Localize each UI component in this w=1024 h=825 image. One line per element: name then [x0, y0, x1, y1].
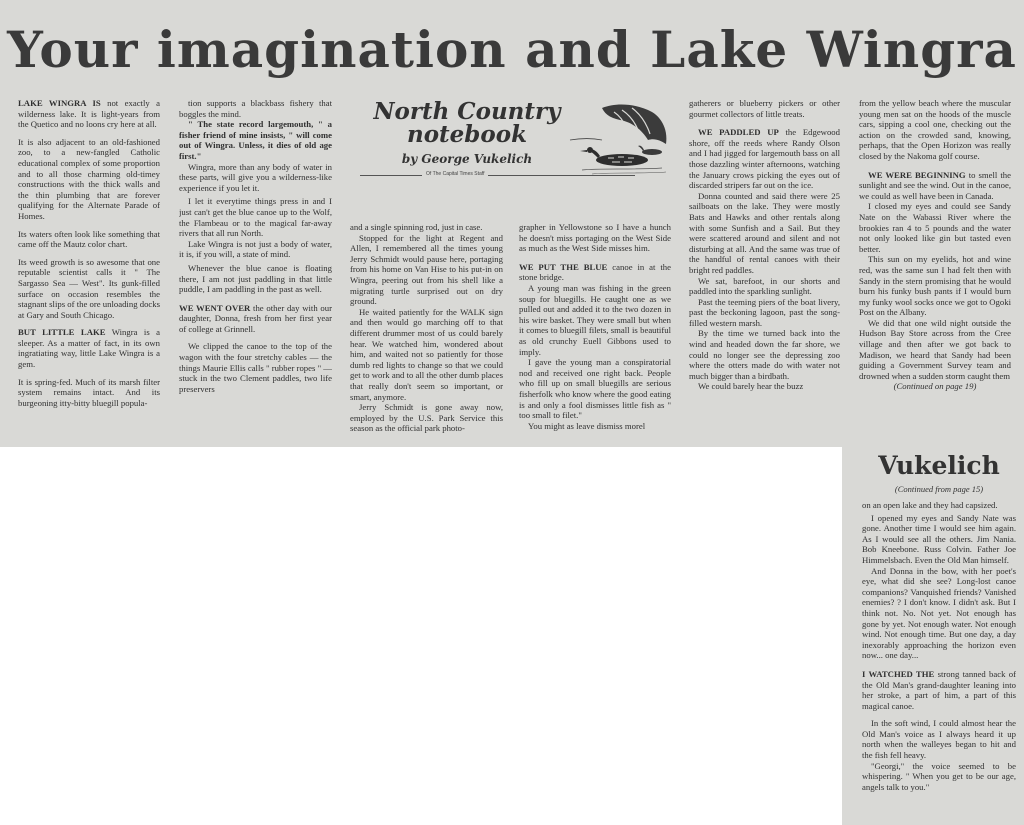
- paragraph: In the soft wind, I could almost hear the Old Man's voice as I always heard it up north when the walleyes began to hit and the fish fell heavy.: [862, 718, 1016, 761]
- continued-from-jump: (Continued from page 15): [894, 484, 984, 494]
- column-5: [689, 98, 840, 443]
- paragraph-text: strong tanned back of the Old Man's grand-daughter leaning into her stroke, a part of him, a part of this magical canoe.: [862, 668, 1016, 711]
- paragraph: He waited patiently for the WALK sign and then would go marching off to that different drummer most of us could barely hear. We watched him, wondered about him, and waited not so patiently for those dumb red lights to change so that we could get to work and to all the other dumb places that really don't seem so important, or smart, anymore.: [350, 306, 503, 402]
- paragraph: [862, 669, 1016, 711]
- lead-in: BUT LITTLE LAKE: [18, 327, 106, 338]
- jump-headline: Vukelich: [878, 451, 1000, 480]
- paragraph: [859, 170, 1011, 202]
- column-2: [179, 98, 332, 443]
- paragraph: We did that one wild night outside the Hudson Bay Store across from the Cree village and then after we got back to Madison, we heard that Sandy had been guiding a Government Survey team and drowned when a sudden storm caught them: [859, 317, 1011, 381]
- paragraph: Lake Wingra is not just a body of water, it is, if you will, a state of mind.: [179, 238, 332, 260]
- lead-in: WE WENT OVER: [179, 302, 251, 313]
- paragraph: grapher in Yellowstone so I have a hunch he doesn't miss portaging on the West Side as much as the West Side misses him.: [519, 222, 671, 254]
- paragraph-text: the Edgewood shore, off the reeds where Randy Olson and I had jigged for largemouth bass on all those dazzling winter afternoons, watching the January crows picking the eyes out of discarded stripers far out on the ice.: [689, 127, 840, 191]
- lead-in: LAKE WINGRA IS: [18, 98, 101, 108]
- paragraph: We sat, barefoot, in our shorts and paddled into the sparkling sunlight.: [689, 275, 840, 297]
- paragraph-text: the other day with our daughter, Donna, fresh from her first year of college at Grinnell.: [179, 302, 332, 334]
- paragraph: I opened my eyes and Sandy Nate was gone. Another time I would see him again. As I would see all the others. Jim Nania. Bob Kneebone. Russ Colvin. Father Joe Himmelsbach. Even the Old Man himself.: [862, 512, 1016, 565]
- paragraph: from the yellow beach where the muscular young men sat on the hoods of the muscle cars, sipping a cool one, checking out the action on the crowded sand, knowing, perhaps, that the Open Horizon was really closed by the Nakoma golf course.: [859, 98, 1011, 161]
- paragraph-text: to smell the sunlight and see the wind. Out in the canoe, we could as well have been in Canada.: [859, 169, 1011, 201]
- paragraph: gatherers or blueberry pickers or other gourmet collectors of little treats.: [689, 98, 840, 119]
- column-4: [519, 222, 671, 444]
- paragraph: It is also adjacent to an old-fashioned zoo, to a new-fangled Catholic educational complex of some proportion and to all those charming old-timey constructions with the thick walls and the thin plumbing that are forever qualifying for the Alternate Parade of Homes.: [18, 136, 160, 221]
- paragraph: Its waters often look like something that came off the Mautz color chart.: [18, 228, 160, 250]
- paragraph: [18, 98, 160, 130]
- paragraph: [179, 119, 332, 161]
- notebook-title: North Country notebook: [373, 98, 561, 148]
- paragraph: [18, 327, 160, 369]
- paragraph: Stopped for the light at Regent and Allen, I remembered all the times young Jerry Schmidt would pause here, portaging from his home on Van Hise to his put-in on Wingra, peering out from his shell like a migrating turtle surprised out on dry ground.: [350, 232, 503, 307]
- paragraph: You might as leave dismiss morel: [528, 420, 646, 431]
- paragraph: "Georgi," the voice seemed to be whispering. " When you get to be our age, angels talk to you.": [862, 760, 1016, 792]
- paragraph: I closed my eyes and could see Sandy Nate on the Wabassi River where the brookies ran 4 to 5 pounds and the water not only looked like gin but tasted even better.: [859, 201, 1011, 254]
- lead-in: WE PUT THE BLUE: [519, 261, 608, 272]
- paragraph-text: canoe in at the stone bridge.: [519, 261, 671, 283]
- paragraph: Jerry Schmidt is gone away now, employed by the U.S. Park Service this season as the official park photo-: [350, 402, 503, 434]
- paragraph: Whenever the blue canoe is floating there, I am not just paddling in that little puddle, I am paddling in the past as well.: [179, 262, 332, 295]
- column-continuation: [862, 500, 1016, 820]
- paragraph: A young man was fishing in the green soup for bluegills. He caught one as we pulled out and added it to the two dozen in his wire basket. They were small but when it comes to bluegill filets, small is beautiful as old crunchy Euell Gibbons used to imply.: [519, 282, 671, 357]
- paragraph: I gave the young man a conspiratorial nod and received one right back. People who fill up on small bluegills are serious fisherfolk who know where the good eating is and only a fool dismisses little fish as " too small to filet.": [519, 357, 671, 421]
- paragraph: We clipped the canoe to the top of the wagon with the four stretchy cables — the things Maurie Ellis calls " rubber ropes " — stuck in the two Clement paddles, two life preservers: [179, 341, 332, 394]
- column-3: [350, 222, 503, 444]
- lead-in: I WATCHED THE: [862, 668, 935, 679]
- paragraph: and a single spinning rod, just in case.: [350, 222, 483, 232]
- paragraph: And Donna in the bow, with her poet's eye, what did she see? Long-lost canoe companions? Vanquished friends? Vanished enemies? ? I don't know. I didn't ask. But I think not. No. Not yet. Not enough has gone by yet. Not enough water. Not enough wind. Not enough time. But one day, a day inexorably approaching the horizon even now... one day...: [862, 565, 1016, 661]
- paragraph: [519, 262, 671, 283]
- paragraph: It is spring-fed. Much of its marsh filter system remains intact. And its burgeoning itty-bitty bluegill popula-: [18, 376, 160, 408]
- paragraph: Donna counted and said there were 25 sailboats on the lake. They were mostly Bats and Hawks and other rentals along with some Sunfish and a Sail. But they were scattered around and silent and not disturbing at all. And the same was true of the handful of rental canoes with their bright red paddles.: [689, 190, 840, 275]
- paragraph: on an open lake and they had capsized.: [862, 500, 998, 510]
- paragraph: Its weed growth is so awesome that one reputable scientist calls it " The Sargasso Sea — West". Its gunk-filled surface on occasion resembles the stagnant slips of the ore unloading docks at Gary and South Chicago.: [18, 256, 160, 320]
- paragraph-text: Wingra is a sleeper. As a matter of fact, in its own ingratiating way, little Lake Wingra is a gem.: [18, 327, 160, 370]
- lead-in: WE WERE BEGINNING: [868, 169, 966, 180]
- bold-quote: " The state record largemouth, " a: [188, 119, 332, 130]
- paragraph: [689, 127, 840, 191]
- notebook-standing-head: [352, 100, 672, 182]
- paragraph: I let it everytime things press in and I just can't get the blue canoe up to the Wolf, the Flambeau or to the magical far-away rivers that all run North.: [179, 196, 332, 239]
- paragraph: We could barely hear the buzz: [698, 381, 804, 392]
- paragraph: [179, 303, 332, 335]
- column-6: [859, 98, 1011, 443]
- staff-credit: Of The Capital Times Staff: [422, 171, 488, 177]
- lead-in: WE PADDLED UP: [698, 127, 779, 138]
- column-1: [18, 98, 160, 443]
- paragraph: By the time we turned back into the wind and headed down the far shore, we could no longer see the depressing zoo where the otters made do with water not much bigger than a birdbath.: [689, 328, 840, 381]
- paragraph: Wingra, more than any body of water in these parts, will give you a wilderness-like experience if you let it.: [179, 161, 332, 193]
- paragraph-text: not exactly a wilderness lake. It is light-years from the Quetico and no loons cry here at all.: [18, 98, 160, 130]
- continued-on-jump: (Continued on page 19): [893, 381, 977, 392]
- byline: by George Vukelich: [401, 152, 533, 166]
- paragraph: Past the teeming piers of the boat livery, past the beckoning lagoon, past the song-filled western marsh.: [689, 296, 840, 328]
- headline: Your imagination and Lake Wingra: [7, 20, 1017, 79]
- loon-lake-illustration: [562, 100, 672, 180]
- paragraph: tion supports a blackbass fishery that boggles the mind.: [179, 98, 332, 119]
- paragraph: This sun on my eyelids, hot and wine red, was the same sun I had felt then with Sandy in the stern promising that he would burn his funky bush pants if I would burn my funky wool socks once we got to Ogoki Post on the Albany.: [859, 254, 1011, 318]
- paragraph-text: fisher friend of mine insists, " will come out of Wingra. Unless, it dies of old age first.": [179, 129, 332, 161]
